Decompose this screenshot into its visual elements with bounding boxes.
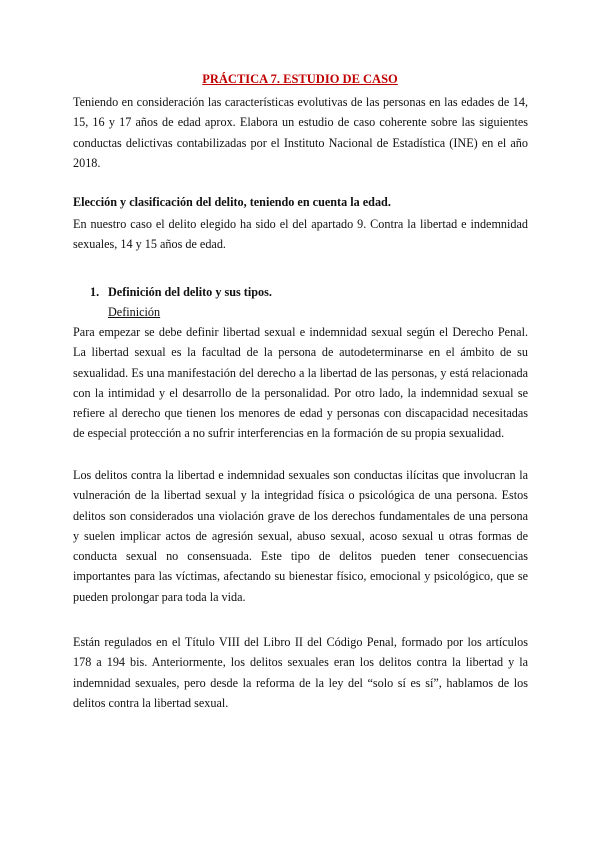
definition-paragraph-2: Los delitos contra la libertad e indemnidad sexuales son conductas ilícitas que involucran la vulneración de la libertad sexual y la integridad física o psicológica de una persona. Estos delitos son considerados una violación grave de los derechos fundamentales de una persona y suelen implicar actos de agresión sexual, abuso sexual, acoso sexual u otras formas de conducta sexual no consensuada. Este tipo de delitos pueden tener consecuencias importantes para las víctimas, afectando su bienestar físico, emocional y psicológico, que se pueden prolongar para toda la vida. [73,468,528,604]
subsection-definition-label: Definición [108,305,161,319]
section-1-heading [90,282,490,302]
section-1-title: Definición del delito y sus tipos. [108,285,272,299]
choice-heading: Elección y clasificación del delito, teniendo en cuenta la edad. [73,195,391,209]
definition-paragraph-1: Para empezar se debe definir libertad sexual e indemnidad sexual según el Derecho Penal. La libertad sexual es la facultad de la persona de autodeterminarse en el ámbito de su sexualidad. Es una manifestación del derecho a la libertad de las personas, y está relacionada con la intimidad y el desarrollo de la personalidad. Por otro lado, la indemnidad sexual se refiere al derecho que tienen los menores de edad y personas con discapacidad necesitadas de especial protección a no sufrir interferencias en la formación de su propia sexualidad. [73,325,528,441]
intro-paragraph: Teniendo en consideración las características evolutivas de las personas en las edades de 14, 15, 16 y 17 años de edad aprox. Elabora un estudio de caso coherente sobre las siguientes conductas delictivas contabilizadas por el Instituto Nacional de Estadística (INE) en el año 2018. [73,95,528,170]
section-1-number: 1. [90,285,100,299]
definition-paragraph-3: Están regulados en el Título VIII del Libro II del Código Penal, formado por los artículos 178 a 194 bis. Anteriormente, los delitos sexuales eran los delitos contra la libertad y la indemnidad sexuales, pero desde la reforma de la ley del “solo sí es sí”, hablamos de los delitos contra la libertad sexual. [73,635,528,710]
document-title: PRÁCTICA 7. ESTUDIO DE CASO [202,72,398,86]
choice-paragraph: En nuestro caso el delito elegido ha sido el del apartado 9. Contra la libertad e indemnidad sexuales, 14 y 15 años de edad. [73,217,528,252]
